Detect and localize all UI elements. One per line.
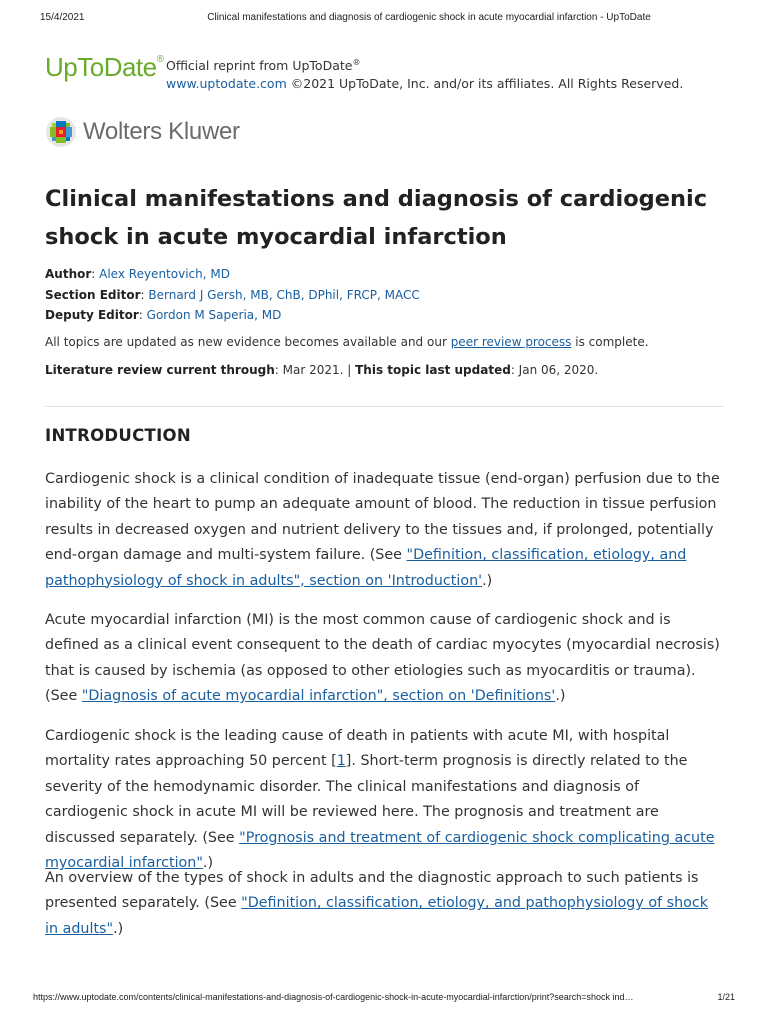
section-editor-line: Section Editor: Bernard J Gersh, MB, ChB, DPhil, FRCP, MACC [45, 287, 420, 302]
print-footer [33, 992, 735, 1006]
print-url: https://www.uptodate.com/contents/clinical-manifestations-and-diagnosis-of-cardiogenic-shock-in-acute-myocardial-infarction/print?search=shock ind… [33, 992, 634, 1002]
article-credits [45, 264, 420, 326]
uptodate-logo[interactable]: UpToDate® [45, 52, 164, 82]
publisher-name: Wolters Kluwer [83, 118, 240, 145]
author-link[interactable]: Alex Reyentovich, MD [99, 267, 230, 281]
intro-paragraph-2: Acute myocardial infarction (MI) is the most common cause of cardiogenic shock and is defined as a clinical event consequent to the death of cardiac myocytes (myocardial necrosis) that is caused by ischemia (as opposed to other etiologies such as myocarditis or trauma). (See "Diagnosis of acute myocardial infarction", section on 'Definitions'.) [45, 612, 720, 705]
peer-review-link[interactable]: peer review process [450, 335, 572, 349]
section-editor-link[interactable]: Bernard J Gersh, MB, ChB, DPhil, FRCP, MACC [148, 287, 420, 302]
copyright-text: ©2021 UpToDate, Inc. and/or its affiliates. All Rights Reserved. [286, 76, 684, 92]
reprint-line: Official reprint from UpToDate [166, 58, 353, 74]
shock-definition-link[interactable]: "Definition, classification, etiology, and pathophysiology of shock in adults", section on 'Introduction' [45, 547, 687, 589]
article-title: Clinical manifestations and diagnosis of cardiogenic shock in acute myocardial infarction [45, 186, 708, 250]
intro-paragraph-1: Cardiogenic shock is a clinical condition of inadequate tissue (end-organ) perfusion due to the inability of the heart to pump an adequate amount of blood. The reduction in tissue perfusion results in decreased oxygen and nutrient delivery to the tissues and, if prolonged, potentially end-organ damage and multi-system failure. (See "Definition, classification, etiology, and pathophysiology of shock in adults", section on 'Introduction'.) [45, 471, 720, 589]
intro-paragraph-3: Cardiogenic shock is the leading cause of death in patients with acute MI, with hospital mortality rates approaching 50 percent [1]. Short-term prognosis is directly related to the severity of the hemodynamic disorder. The clinical manifestations and diagnosis of cardiogenic shock in acute MI will be reviewed here. The prognosis and treatment are discussed separately. (See "Prognosis and treatment of cardiogenic shock complicating acute myocardial infarction".) [45, 728, 715, 872]
prognosis-treatment-link[interactable]: "Prognosis and treatment of cardiogenic shock complicating acute myocardial infarction" [45, 829, 715, 872]
mi-diagnosis-link[interactable]: "Diagnosis of acute myocardial infarction", section on 'Definitions' [81, 688, 556, 705]
wolters-kluwer-mosaic-icon [45, 116, 77, 148]
page-number: 1/21 [717, 992, 735, 1002]
literature-review-status: Literature review current through: Mar 2021. | This topic last updated: Jan 06, 2020. [45, 363, 599, 377]
intro-paragraph-4: An overview of the types of shock in adults and the diagnostic approach to such patients is presented separately. (See "Definition, classification, etiology, and pathophysiology of shock in adults".) [45, 870, 709, 937]
shock-overview-link[interactable]: "Definition, classification, etiology, and pathophysiology of shock in adults" [45, 895, 709, 937]
author-line: Author: Alex Reyentovich, MD [45, 267, 230, 281]
print-header [40, 12, 728, 28]
print-date: 15/4/2021 [40, 12, 85, 23]
uptodate-site-link[interactable]: www.uptodate.com [166, 76, 287, 92]
section-divider [45, 406, 724, 407]
print-page-title: Clinical manifestations and diagnosis of cardiogenic shock in acute myocardial infarction - UpToDate [207, 12, 651, 23]
update-note: All topics are updated as new evidence becomes available and our peer review process is complete. [45, 335, 649, 349]
deputy-editor-link[interactable]: Gordon M Saperia, MD [146, 308, 282, 322]
reprint-notice: Official reprint from UpToDate® www.uptodate.com ©2021 UpToDate, Inc. and/or its affiliates. All Rights Reserved. [166, 58, 684, 92]
introduction-heading: INTRODUCTION [45, 426, 191, 445]
reference-link-1[interactable]: 1 [336, 753, 346, 770]
deputy-editor-line: Deputy Editor: Gordon M Saperia, MD [45, 308, 282, 322]
